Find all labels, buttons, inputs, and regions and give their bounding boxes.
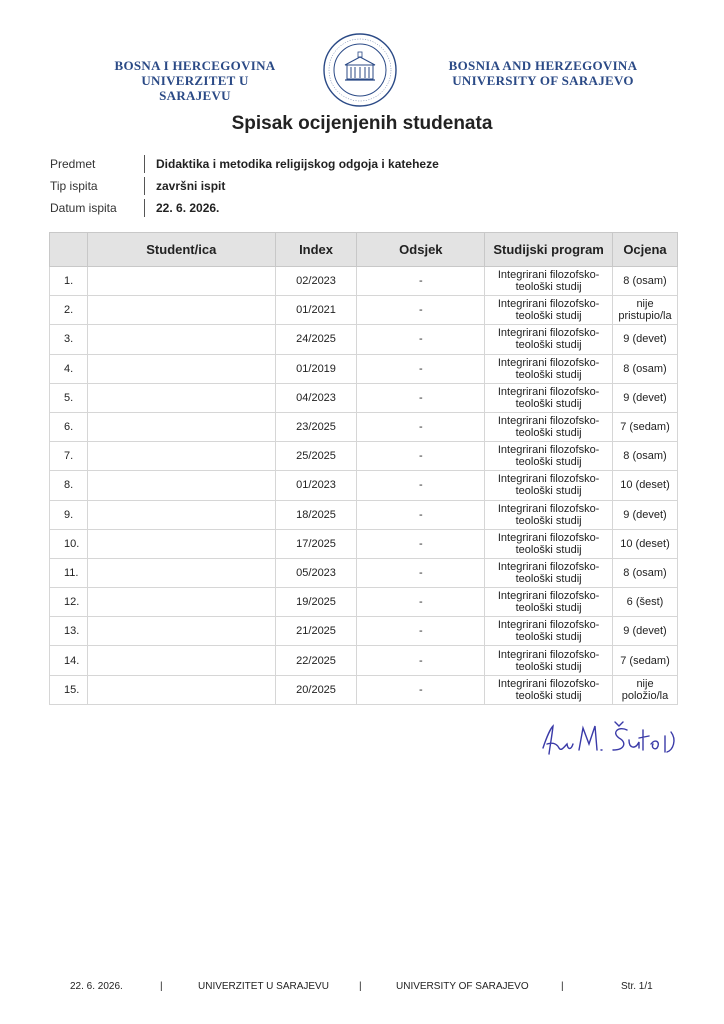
grade <box>613 646 678 675</box>
department: - <box>357 325 485 354</box>
datum-value: 22. 6. 2026. <box>156 201 220 215</box>
row-number: 4. <box>50 354 88 383</box>
meta-divider <box>144 177 145 195</box>
student-index: 24/2025 <box>275 325 357 354</box>
student-index: 21/2025 <box>275 617 357 646</box>
department: - <box>357 354 485 383</box>
study-program <box>485 296 613 325</box>
grade <box>613 296 678 325</box>
study-program-line2: teološki studij <box>515 514 582 527</box>
study-program-line1: Integrirani filozofsko- <box>497 648 600 661</box>
footer-university-english: UNIVERSITY OF SARAJEVO <box>396 981 529 992</box>
meta-row-datum <box>50 197 550 219</box>
student-name <box>87 354 275 383</box>
university-name-bosnian <box>110 58 280 103</box>
table-row <box>50 442 678 471</box>
predmet-value: Didaktika i metodika religijskog odgoja i kateheze <box>156 157 439 171</box>
table-row <box>50 412 678 441</box>
handwritten-signature <box>537 714 677 764</box>
student-name <box>87 296 275 325</box>
grade <box>613 325 678 354</box>
study-program <box>485 500 613 529</box>
department: - <box>357 471 485 500</box>
grade-line2: pristupio/la <box>618 310 672 323</box>
row-number: 1. <box>50 267 88 296</box>
student-name <box>87 383 275 412</box>
grade-line1: 7 (sedam) <box>620 654 670 667</box>
student-name <box>87 442 275 471</box>
row-number: 15. <box>50 675 88 704</box>
study-program <box>485 558 613 587</box>
grade-line1: 10 (deset) <box>620 479 670 492</box>
student-index: 23/2025 <box>275 412 357 441</box>
grades-table <box>49 232 678 705</box>
table-row <box>50 383 678 412</box>
grade-line1: 9 (devet) <box>623 625 667 638</box>
header-index: Index <box>275 233 357 267</box>
grade <box>613 471 678 500</box>
table-row <box>50 588 678 617</box>
study-program <box>485 383 613 412</box>
study-program-line1: Integrirani filozofsko- <box>497 531 600 544</box>
table-row <box>50 646 678 675</box>
datum-label: Datum ispita <box>50 201 117 215</box>
study-program-line1: Integrirani filozofsko- <box>497 590 600 603</box>
header-department: Odsjek <box>357 233 485 267</box>
study-program-line1: Integrirani filozofsko- <box>497 385 600 398</box>
study-program-line1: Integrirani filozofsko- <box>497 502 600 515</box>
department: - <box>357 588 485 617</box>
grade-line1: 7 (sedam) <box>620 421 670 434</box>
grade <box>613 675 678 704</box>
meta-row-predmet <box>50 153 550 175</box>
student-name <box>87 529 275 558</box>
study-program <box>485 354 613 383</box>
study-program-line2: teološki studij <box>515 281 582 294</box>
university-name-english <box>448 58 638 88</box>
row-number: 13. <box>50 617 88 646</box>
department: - <box>357 558 485 587</box>
predmet-label: Predmet <box>50 157 96 171</box>
grade-line2: položio/la <box>621 689 669 702</box>
header-grade: Ocjena <box>613 233 678 267</box>
university-seal-icon <box>322 32 398 108</box>
study-program <box>485 617 613 646</box>
tip-value: završni ispit <box>156 179 226 193</box>
study-program-line2: teološki studij <box>515 572 582 585</box>
student-index: 04/2023 <box>275 383 357 412</box>
student-name <box>87 267 275 296</box>
country-name-english: BOSNIA AND HERZEGOVINA <box>448 58 638 73</box>
grade-line1: 8 (osam) <box>623 566 667 579</box>
student-name <box>87 617 275 646</box>
student-name <box>87 675 275 704</box>
student-index: 05/2023 <box>275 558 357 587</box>
university-name-bosnian-line: UNIVERZITET U SARAJEVU <box>141 73 249 103</box>
student-name <box>87 325 275 354</box>
student-name <box>87 471 275 500</box>
study-program-line1: Integrirani filozofsko- <box>497 444 600 457</box>
study-program-line2: teološki studij <box>515 310 582 323</box>
meta-divider <box>144 155 145 173</box>
row-number: 14. <box>50 646 88 675</box>
exam-metadata <box>50 153 550 219</box>
grade <box>613 529 678 558</box>
row-number: 6. <box>50 412 88 441</box>
grade-line1: 6 (šest) <box>626 596 664 609</box>
header-program: Studijski program <box>485 233 613 267</box>
study-program-line2: teološki studij <box>515 689 582 702</box>
table-row <box>50 558 678 587</box>
student-index: 01/2021 <box>275 296 357 325</box>
student-index: 18/2025 <box>275 500 357 529</box>
study-program-line2: teološki studij <box>515 543 582 556</box>
table-row <box>50 529 678 558</box>
study-program-line2: teološki studij <box>515 427 582 440</box>
row-number: 9. <box>50 500 88 529</box>
footer-separator: | <box>359 981 362 992</box>
university-name-english-line: UNIVERSITY OF SARAJEVO <box>452 73 634 88</box>
grade-line1: nije <box>636 298 654 311</box>
study-program <box>485 529 613 558</box>
page-footer <box>0 981 724 997</box>
study-program-line1: Integrirani filozofsko- <box>497 327 600 340</box>
row-number: 10. <box>50 529 88 558</box>
student-index: 01/2023 <box>275 471 357 500</box>
table-row <box>50 267 678 296</box>
table-header-row <box>50 233 678 267</box>
table-row <box>50 471 678 500</box>
department: - <box>357 442 485 471</box>
study-program-line2: teološki studij <box>515 397 582 410</box>
study-program-line1: Integrirani filozofsko- <box>497 473 600 486</box>
table-row <box>50 675 678 704</box>
student-name <box>87 558 275 587</box>
row-number: 7. <box>50 442 88 471</box>
table-row <box>50 325 678 354</box>
grade-line1: 8 (osam) <box>623 275 667 288</box>
department: - <box>357 267 485 296</box>
row-number: 12. <box>50 588 88 617</box>
table-row <box>50 617 678 646</box>
grade <box>613 383 678 412</box>
footer-page-number: Str. 1/1 <box>621 981 653 992</box>
header-student: Student/ica <box>87 233 275 267</box>
grade <box>613 500 678 529</box>
study-program-line1: Integrirani filozofsko- <box>497 560 600 573</box>
footer-separator: | <box>160 981 163 992</box>
department: - <box>357 617 485 646</box>
study-program <box>485 675 613 704</box>
grade-line1: 9 (devet) <box>623 508 667 521</box>
grade-line1: 8 (osam) <box>623 450 667 463</box>
grade-line1: 10 (deset) <box>620 537 670 550</box>
header-number <box>50 233 88 267</box>
grade <box>613 267 678 296</box>
student-index: 20/2025 <box>275 675 357 704</box>
row-number: 8. <box>50 471 88 500</box>
study-program-line1: Integrirani filozofsko- <box>497 619 600 632</box>
grade <box>613 354 678 383</box>
study-program <box>485 412 613 441</box>
study-program-line1: Integrirani filozofsko- <box>497 269 600 282</box>
tip-label: Tip ispita <box>50 179 98 193</box>
table-row <box>50 296 678 325</box>
meta-divider <box>144 199 145 217</box>
student-name <box>87 500 275 529</box>
row-number: 3. <box>50 325 88 354</box>
meta-row-tip <box>50 175 550 197</box>
study-program-line2: teološki studij <box>515 631 582 644</box>
study-program-line2: teološki studij <box>515 456 582 469</box>
department: - <box>357 296 485 325</box>
grade <box>613 617 678 646</box>
grade-line1: nije <box>636 677 654 690</box>
student-name <box>87 646 275 675</box>
row-number: 11. <box>50 558 88 587</box>
study-program-line2: teološki studij <box>515 485 582 498</box>
study-program <box>485 442 613 471</box>
study-program-line2: teološki studij <box>515 602 582 615</box>
study-program <box>485 646 613 675</box>
footer-university-bosnian: UNIVERZITET U SARAJEVU <box>198 981 329 992</box>
study-program-line2: teološki studij <box>515 368 582 381</box>
row-number: 2. <box>50 296 88 325</box>
department: - <box>357 646 485 675</box>
grade <box>613 442 678 471</box>
department: - <box>357 412 485 441</box>
student-index: 17/2025 <box>275 529 357 558</box>
grade-line1: 9 (devet) <box>623 333 667 346</box>
study-program-line1: Integrirani filozofsko- <box>497 298 600 311</box>
row-number: 5. <box>50 383 88 412</box>
study-program <box>485 267 613 296</box>
study-program <box>485 471 613 500</box>
student-index: 02/2023 <box>275 267 357 296</box>
department: - <box>357 383 485 412</box>
student-name <box>87 412 275 441</box>
department: - <box>357 529 485 558</box>
grade <box>613 558 678 587</box>
grade <box>613 588 678 617</box>
study-program-line2: teološki studij <box>515 660 582 673</box>
study-program-line2: teološki studij <box>515 339 582 352</box>
grade-line1: 9 (devet) <box>623 391 667 404</box>
table-row <box>50 354 678 383</box>
study-program <box>485 325 613 354</box>
department: - <box>357 500 485 529</box>
footer-date: 22. 6. 2026. <box>70 981 123 992</box>
student-index: 25/2025 <box>275 442 357 471</box>
student-name <box>87 588 275 617</box>
student-index: 19/2025 <box>275 588 357 617</box>
study-program-line1: Integrirani filozofsko- <box>497 356 600 369</box>
department: - <box>357 675 485 704</box>
country-name-bosnian: BOSNA I HERCEGOVINA <box>114 58 276 73</box>
student-index: 01/2019 <box>275 354 357 383</box>
footer-separator: | <box>561 981 564 992</box>
study-program-line1: Integrirani filozofsko- <box>497 677 600 690</box>
grade-line1: 8 (osam) <box>623 362 667 375</box>
document-title: Spisak ocijenjenih studenata <box>231 113 493 134</box>
student-index: 22/2025 <box>275 646 357 675</box>
study-program <box>485 588 613 617</box>
study-program-line1: Integrirani filozofsko- <box>497 415 600 428</box>
grade <box>613 412 678 441</box>
table-row <box>50 500 678 529</box>
